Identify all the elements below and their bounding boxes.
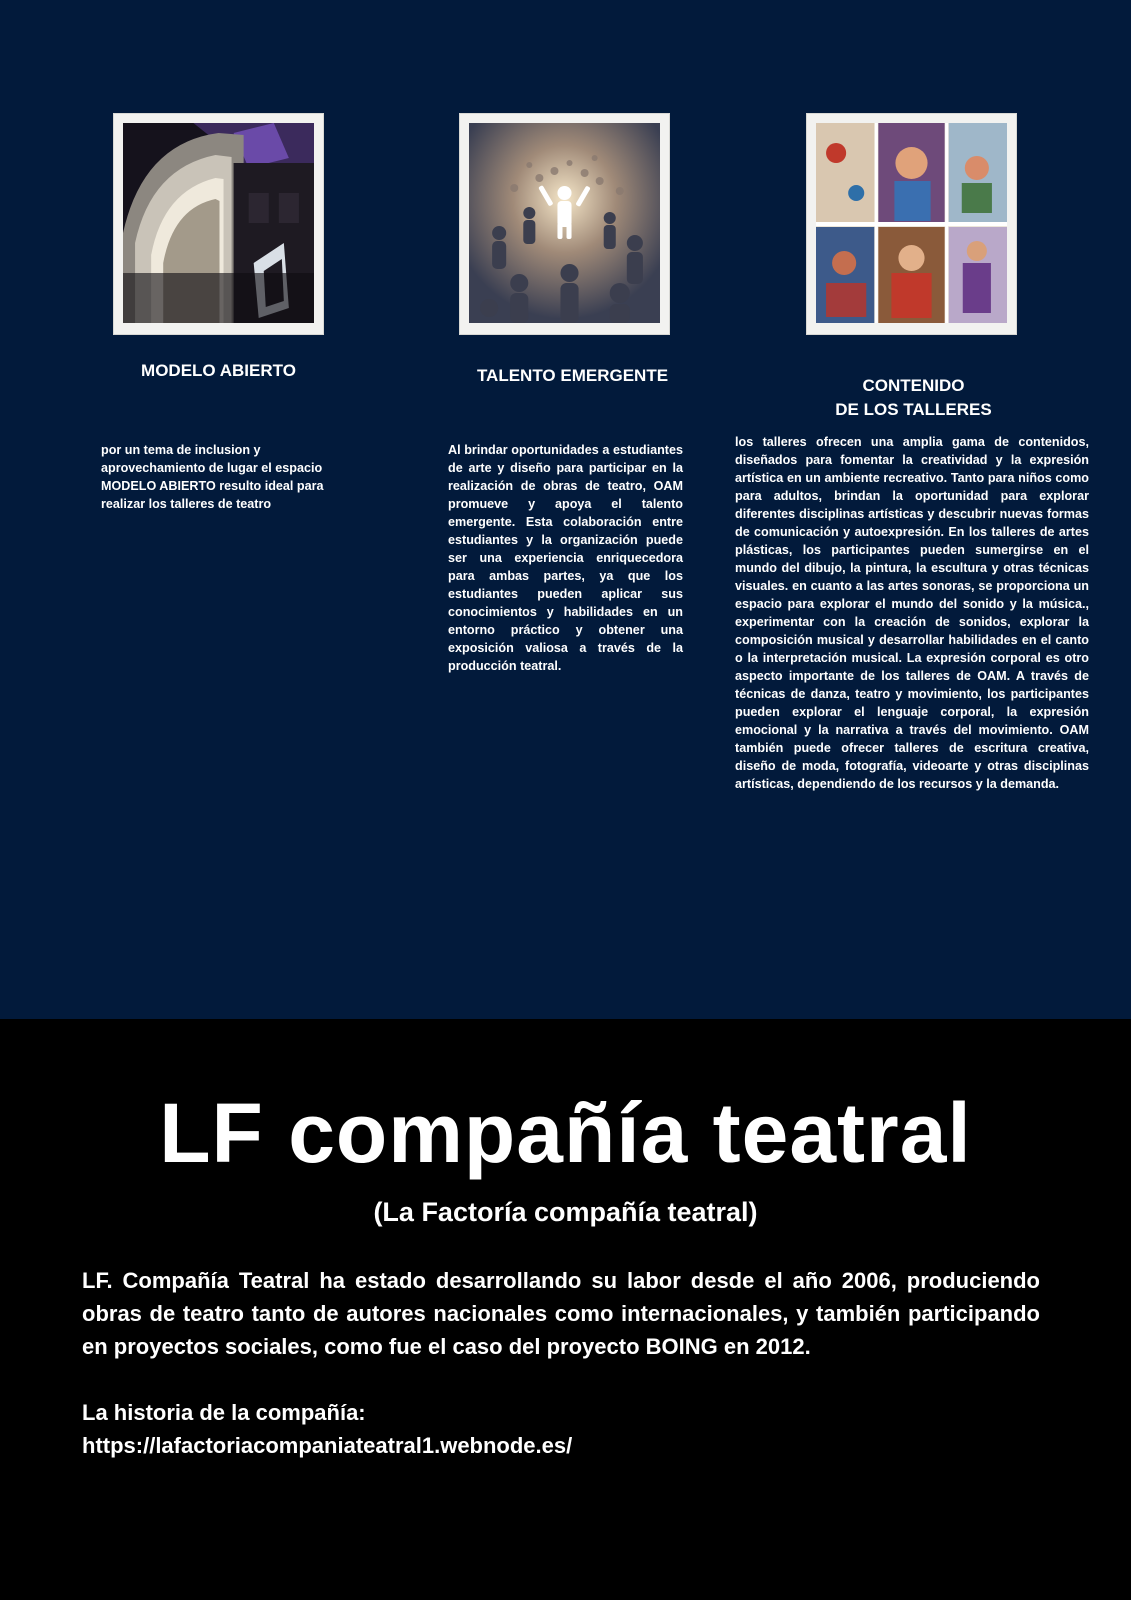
column-heading-contenido-line2: DE LOS TALLERES [835, 400, 992, 419]
building-photo-frame [113, 113, 324, 335]
company-history-link[interactable]: https://lafactoriacompaniateatral1.webnode.es/ [82, 1433, 573, 1458]
column-body-contenido: los talleres ofrecen una amplia gama de contenidos, diseñados para fomentar la creatividad y la expresión artística en un ambiente recreativo. Tanto para niños como para adultos, brindan la oportunidad para explorar diferentes disciplinas artísticas y descubrir nuevas formas de comunicación y autoexpresión. En los talleres de artes plásticas, los participantes pueden sumergirse en el mundo del dibujo, la pintura, la escultura y otras técnicas visuales. en cuanto a las artes sonoras, se proporciona un espacio para explorar el mundo del sonido y la música., experimentar con la creación de sonidos, explorar la composición musical y desarrollar habilidades en el canto o la interpretación musical. La expresión corporal es otro aspecto importante de los talleres de OAM. A través de técnicas de danza, teatro y movimiento, los participantes pueden explorar el lenguaje corporal, la expresión emocional y la narrativa a través del movimiento. OAM también puede ofrecer talleres de escritura creativa, diseño de moda, fotografía, videoarte y otras disciplinas artísticas, dependiendo de los recursos y la demanda. [735, 435, 1089, 791]
company-description: LF. Compañía Teatral ha estado desarrollando su labor desde el año 2006, produciendo obras de teatro tanto de autores nacionales como internacionales, y también participando en proyectos sociales, como fue el caso del proyecto BOING en 2012. [82, 1268, 1040, 1359]
collage-photo-frame [806, 113, 1017, 335]
company-history-label: La historia de la compañía: [82, 1400, 366, 1425]
building-photo [123, 123, 314, 323]
column-heading-talento-emergente: TALENTO EMERGENTE [476, 366, 669, 385]
column-heading-modelo-abierto: MODELO ABIERTO [141, 361, 296, 380]
crowd-photo-frame [459, 113, 670, 335]
company-title: LF compañía teatral [159, 1086, 972, 1180]
crowd-figures-photo [469, 123, 660, 323]
column-body-modelo-abierto: por un tema de inclusion y aprovechamiento de lugar el espacio MODELO ABIERTO resulto ideal para realizar los talleres de teatro [101, 443, 324, 511]
column-heading-contenido-line1: CONTENIDO [862, 376, 965, 395]
column-heading-contenido [808, 374, 1019, 422]
column-body-talento-emergente: Al brindar oportunidades a estudiantes de arte y diseño para participar en la realización de obras de teatro, OAM promueve y apoya el talento emergente. Esta colaboración entre estudiantes y la organización puede ser una experiencia enriquecedora para ambas partes, ya que los estudiantes pueden aplicar sus conocimientos y habilidades en un entorno práctico y obtener una exposición valiosa a través de la producción teatral. [448, 443, 683, 673]
company-subtitle: (La Factoría compañía teatral) [373, 1197, 758, 1227]
company-section [0, 1019, 1131, 1600]
art-collage-photo [816, 123, 1007, 323]
